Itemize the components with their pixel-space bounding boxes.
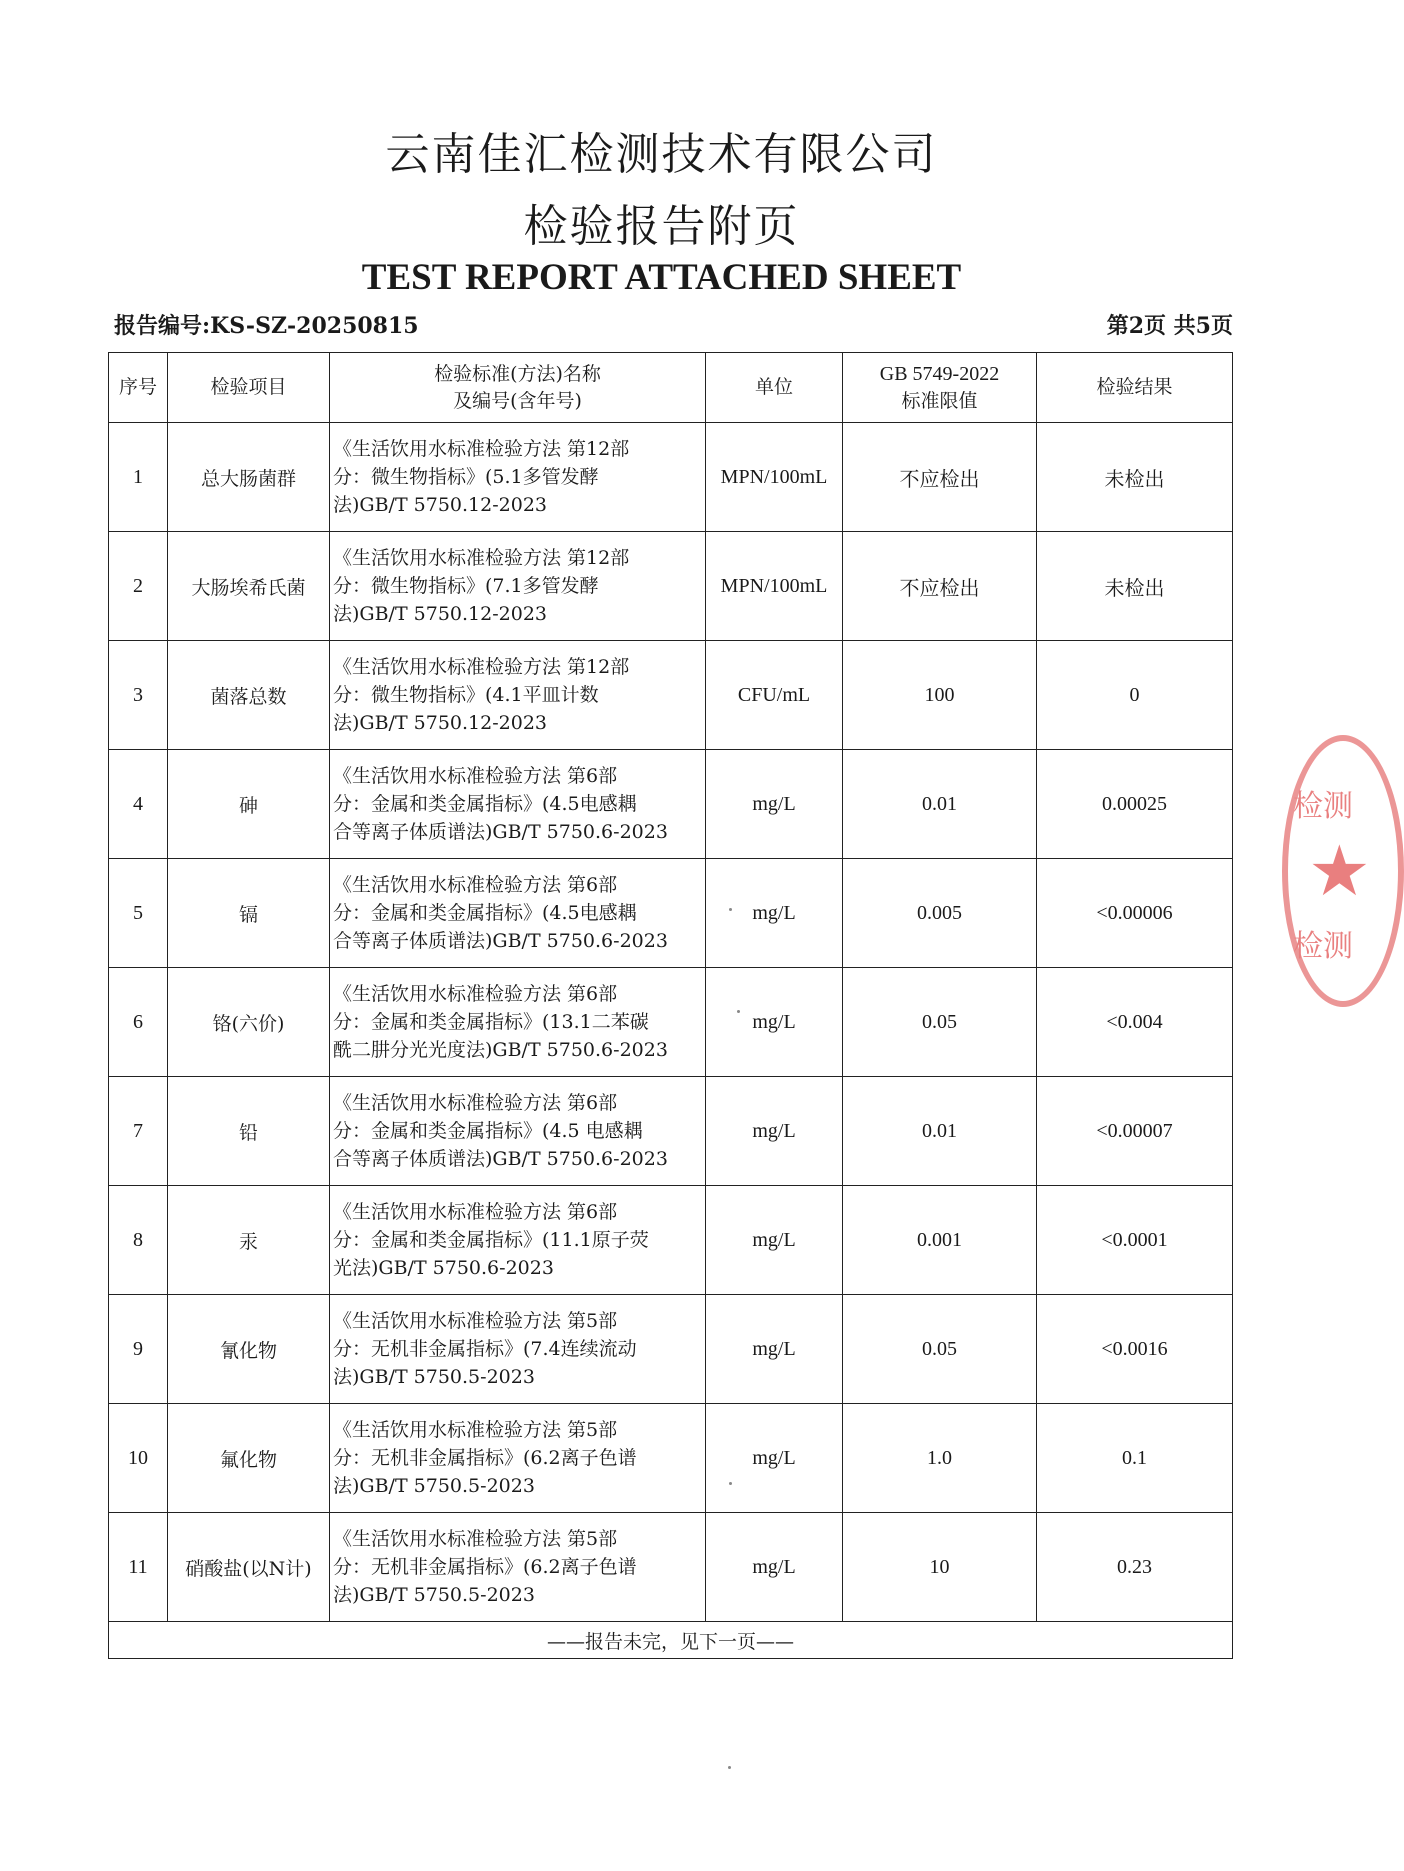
- table-row: [109, 1404, 1233, 1513]
- cell-limit: 0.05: [843, 1295, 1037, 1404]
- method-line: 《生活饮用水标准检验方法 第12部: [333, 656, 630, 678]
- cell-method: [330, 859, 706, 968]
- method-line: 《生活饮用水标准检验方法 第6部: [333, 983, 618, 1005]
- method-line: 法)GB/T 5750.12-2023: [333, 603, 548, 625]
- cell-result: 0: [1037, 641, 1233, 750]
- header-method-line1: 检验标准(方法)名称: [434, 362, 601, 385]
- cell-result: <0.0016: [1037, 1295, 1233, 1404]
- cell-limit: 0.001: [843, 1186, 1037, 1295]
- method-line: 分：金属和类金属指标》(13.1二苯碳: [333, 1011, 649, 1033]
- cell-method: [330, 1295, 706, 1404]
- method-line: 《生活饮用水标准检验方法 第12部: [333, 547, 630, 569]
- method-line: 分：金属和类金属指标》(11.1原子荧: [333, 1229, 649, 1251]
- method-line: 《生活饮用水标准检验方法 第6部: [333, 1201, 618, 1223]
- table-row: [109, 423, 1233, 532]
- cell-method: [330, 1404, 706, 1513]
- cell-method: [330, 750, 706, 859]
- cell-seq: 9: [109, 1295, 168, 1404]
- cell-item: 铅: [168, 1077, 330, 1186]
- method-line: 分：金属和类金属指标》(4.5电感耦: [333, 793, 637, 815]
- cell-method: [330, 1077, 706, 1186]
- method-line: 分：金属和类金属指标》(4.5 电感耦: [333, 1120, 643, 1142]
- cell-unit: mg/L: [706, 1404, 843, 1513]
- seal-text-top: 检测: [1293, 789, 1353, 824]
- header-seq: 序号: [109, 353, 168, 423]
- method-line: 法)GB/T 5750.12-2023: [333, 712, 548, 734]
- official-seal: [1282, 735, 1404, 1007]
- cell-method: [330, 423, 706, 532]
- cell-result: <0.00007: [1037, 1077, 1233, 1186]
- method-line: 分：无机非金属指标》(6.2离子色谱: [333, 1447, 637, 1469]
- table-row: [109, 750, 1233, 859]
- continued-note: ——报告未完，见下一页——: [109, 1622, 1233, 1659]
- cell-seq: 2: [109, 532, 168, 641]
- cell-item: 氟化物: [168, 1404, 330, 1513]
- method-line: 《生活饮用水标准检验方法 第6部: [333, 1092, 618, 1114]
- cell-method: [330, 1513, 706, 1622]
- cell-limit: 不应检出: [843, 423, 1037, 532]
- cell-seq: 10: [109, 1404, 168, 1513]
- header-limit-line2: 标准限值: [901, 389, 978, 412]
- cell-unit: mg/L: [706, 1077, 843, 1186]
- method-line: 合等离子体质谱法)GB/T 5750.6-2023: [333, 821, 668, 843]
- method-line: 合等离子体质谱法)GB/T 5750.6-2023: [333, 930, 668, 952]
- cell-seq: 4: [109, 750, 168, 859]
- cell-unit: mg/L: [706, 859, 843, 968]
- method-line: 《生活饮用水标准检验方法 第5部: [333, 1310, 618, 1332]
- method-line: 《生活饮用水标准检验方法 第6部: [333, 874, 618, 896]
- cell-item: 氰化物: [168, 1295, 330, 1404]
- cell-unit: mg/L: [706, 1295, 843, 1404]
- table-row: [109, 532, 1233, 641]
- cell-seq: 7: [109, 1077, 168, 1186]
- cell-limit: 0.01: [843, 750, 1037, 859]
- cell-unit: mg/L: [706, 1186, 843, 1295]
- cell-item: 铬(六价): [168, 968, 330, 1077]
- method-line: 分：金属和类金属指标》(4.5电感耦: [333, 902, 637, 924]
- cell-seq: 5: [109, 859, 168, 968]
- seal-star-icon: ★: [1308, 830, 1371, 912]
- cell-seq: 3: [109, 641, 168, 750]
- cell-limit: 0.005: [843, 859, 1037, 968]
- table-footer-row: [109, 1622, 1233, 1659]
- method-line: 酰二肼分光光度法)GB/T 5750.6-2023: [333, 1039, 668, 1061]
- method-line: 《生活饮用水标准检验方法 第5部: [333, 1419, 618, 1441]
- cell-unit: MPN/100mL: [706, 532, 843, 641]
- method-line: 法)GB/T 5750.5-2023: [333, 1366, 535, 1388]
- report-title-cn: 检验报告附页: [523, 201, 800, 252]
- report-title-en: TEST REPORT ATTACHED SHEET: [361, 257, 962, 298]
- cell-unit: mg/L: [706, 1513, 843, 1622]
- cell-method: [330, 1186, 706, 1295]
- method-line: 分：微生物指标》(5.1多管发酵: [333, 466, 599, 488]
- seal-text-bottom: 检测: [1293, 929, 1353, 964]
- cell-result: 0.23: [1037, 1513, 1233, 1622]
- report-number: 报告编号:KS-SZ-20250815: [114, 313, 419, 339]
- scan-speck: [728, 1766, 731, 1769]
- cell-result: <0.0001: [1037, 1186, 1233, 1295]
- cell-limit: 0.05: [843, 968, 1037, 1077]
- table-body: [109, 423, 1233, 1622]
- method-line: 法)GB/T 5750.12-2023: [333, 494, 548, 516]
- cell-limit: 1.0: [843, 1404, 1037, 1513]
- cell-item: 镉: [168, 859, 330, 968]
- table-row: [109, 1186, 1233, 1295]
- method-line: 光法)GB/T 5750.6-2023: [333, 1257, 554, 1279]
- cell-item: 砷: [168, 750, 330, 859]
- cell-method: [330, 641, 706, 750]
- method-line: 分：无机非金属指标》(6.2离子色谱: [333, 1556, 637, 1578]
- cell-unit: CFU/mL: [706, 641, 843, 750]
- method-line: 分：微生物指标》(4.1平皿计数: [333, 684, 599, 706]
- cell-method: [330, 532, 706, 641]
- cell-seq: 6: [109, 968, 168, 1077]
- cell-item: 总大肠菌群: [168, 423, 330, 532]
- cell-unit: MPN/100mL: [706, 423, 843, 532]
- method-line: 《生活饮用水标准检验方法 第6部: [333, 765, 618, 787]
- cell-limit: 不应检出: [843, 532, 1037, 641]
- header-method: [330, 353, 706, 423]
- test-results-table: [108, 352, 1233, 1659]
- method-line: 法)GB/T 5750.5-2023: [333, 1475, 535, 1497]
- method-line: 《生活饮用水标准检验方法 第12部: [333, 438, 630, 460]
- header-limit-line1: GB 5749-2022: [879, 362, 1000, 385]
- scan-speck: [737, 1010, 740, 1013]
- method-line: 合等离子体质谱法)GB/T 5750.6-2023: [333, 1148, 668, 1170]
- method-line: 分：无机非金属指标》(7.4连续流动: [333, 1338, 637, 1360]
- cell-unit: mg/L: [706, 968, 843, 1077]
- cell-item: 汞: [168, 1186, 330, 1295]
- cell-limit: 100: [843, 641, 1037, 750]
- table-row: [109, 1513, 1233, 1622]
- method-line: 《生活饮用水标准检验方法 第5部: [333, 1528, 618, 1550]
- cell-item: 大肠埃希氏菌: [168, 532, 330, 641]
- method-line: 法)GB/T 5750.5-2023: [333, 1584, 535, 1606]
- cell-result: 0.00025: [1037, 750, 1233, 859]
- table-row: [109, 1295, 1233, 1404]
- cell-result: <0.004: [1037, 968, 1233, 1077]
- header-limit: [843, 353, 1037, 423]
- page-indicator: 第2页 共5页: [1106, 313, 1233, 339]
- method-line: 分：微生物指标》(7.1多管发酵: [333, 575, 599, 597]
- scan-speck: [729, 1482, 732, 1485]
- header-unit: 单位: [706, 353, 843, 423]
- cell-limit: 0.01: [843, 1077, 1037, 1186]
- cell-seq: 8: [109, 1186, 168, 1295]
- cell-result: 0.1: [1037, 1404, 1233, 1513]
- cell-method: [330, 968, 706, 1077]
- table-header-row: [109, 353, 1233, 423]
- company-name: 云南佳汇检测技术有限公司: [385, 129, 938, 180]
- cell-result: 未检出: [1037, 532, 1233, 641]
- table-row: [109, 1077, 1233, 1186]
- cell-limit: 10: [843, 1513, 1037, 1622]
- cell-unit: mg/L: [706, 750, 843, 859]
- cell-item: 菌落总数: [168, 641, 330, 750]
- cell-seq: 11: [109, 1513, 168, 1622]
- header-result: 检验结果: [1037, 353, 1233, 423]
- cell-result: 未检出: [1037, 423, 1233, 532]
- table-row: [109, 968, 1233, 1077]
- cell-seq: 1: [109, 423, 168, 532]
- cell-result: <0.00006: [1037, 859, 1233, 968]
- table-row: [109, 859, 1233, 968]
- table-row: [109, 641, 1233, 750]
- header-method-line2: 及编号(含年号): [453, 389, 582, 412]
- cell-item: 硝酸盐(以N计): [168, 1513, 330, 1622]
- scan-speck: [729, 908, 732, 911]
- header-item: 检验项目: [168, 353, 330, 423]
